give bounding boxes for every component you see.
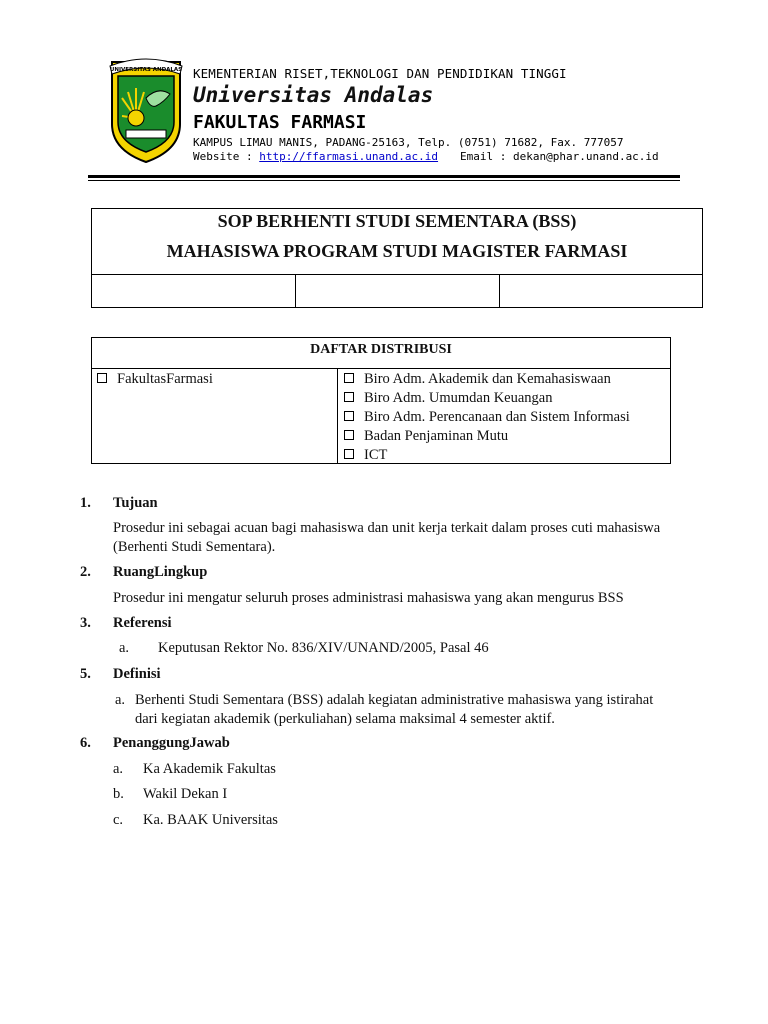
website-label: Website : (193, 150, 260, 163)
list-item: Berhenti Studi Sementara (BSS) adalah kegiatan administrative mahasiswa yang istirahat (135, 692, 654, 708)
distribution-item: Biro Adm. Umumdan Keuangan (344, 389, 630, 408)
section-number: 5. (80, 666, 91, 682)
email-text: Email : dekan@phar.unand.ac.id (460, 150, 659, 163)
list-letter: a. (115, 692, 126, 708)
section-title-referensi: Referensi (113, 615, 172, 631)
contact-line (193, 150, 659, 163)
section-title-definisi: Definisi (113, 666, 161, 682)
section-number: 6. (80, 735, 91, 751)
logo-wordmark: UNIVERSITAS ANDALAS (109, 67, 183, 73)
sop-title: SOP BERHENTI STUDI SEMENTARA (BSS) (217, 211, 577, 231)
section-number: 3. (80, 615, 91, 631)
header-divider-thick (88, 175, 680, 178)
section-text: Prosedur ini sebagai acuan bagi mahasiswa dan unit kerja terkait dalam proses cuti mahasiswa (113, 520, 661, 536)
distribution-item: Badan Penjaminan Mutu (344, 427, 630, 446)
distribution-heading: DAFTAR DISTRIBUSI (92, 338, 670, 369)
title-box-divider (92, 274, 702, 275)
list-letter: b. (113, 786, 124, 802)
checkbox-icon (344, 392, 354, 402)
section-text: (Berhenti Studi Sementara). (113, 539, 276, 555)
section-title-ruang-lingkup: RuangLingkup (113, 564, 208, 580)
distribution-item: FakultasFarmasi (97, 370, 213, 389)
distribution-item: Biro Adm. Perencanaan dan Sistem Informasi (344, 408, 630, 427)
university-name: Universitas Andalas (193, 83, 434, 107)
list-item-continued: dari kegiatan akademik (perkuliahan) selama maksimal 4 semester aktif. (135, 711, 555, 727)
website-link[interactable]: http://ffarmasi.unand.ac.id (259, 150, 439, 163)
distribution-column-divider (337, 369, 338, 463)
distribution-item: ICT (344, 446, 630, 465)
address-line: KAMPUS LIMAU MANIS, PADANG-25163, Telp. (0751) 71682, Fax. 777057 (193, 136, 624, 149)
section-text: Prosedur ini mengatur seluruh proses administrasi mahasiswa yang akan mengurus BSS (113, 590, 624, 606)
list-item: Keputusan Rektor No. 836/XIV/UNAND/2005, Pasal 46 (158, 640, 489, 656)
section-title-tujuan: Tujuan (113, 495, 158, 511)
university-logo (106, 58, 186, 164)
distribution-item: Biro Adm. Akademik dan Kemahasiswaan (344, 370, 630, 389)
list-item: Ka Akademik Fakultas (143, 761, 276, 777)
sop-subtitle: MAHASISWA PROGRAM STUDI MAGISTER FARMASI (166, 241, 628, 261)
section-number: 1. (80, 495, 91, 511)
checkbox-icon (344, 411, 354, 421)
header-divider-thin (88, 180, 680, 181)
distribution-right-list (344, 370, 630, 465)
distribution-table (91, 337, 671, 464)
title-box-cell-divider-1 (295, 274, 296, 307)
distribution-left-list (97, 370, 213, 389)
title-box-cell-divider-2 (499, 274, 500, 307)
list-item: Wakil Dekan I (143, 786, 228, 802)
list-item: Ka. BAAK Universitas (143, 812, 278, 828)
list-letter: a. (119, 640, 130, 656)
checkbox-icon (344, 373, 354, 383)
checkbox-icon (344, 449, 354, 459)
faculty-name: FAKULTAS FARMASI (193, 112, 367, 133)
checkbox-icon (344, 430, 354, 440)
list-letter: c. (113, 812, 124, 828)
sop-title-box (91, 208, 703, 308)
section-number: 2. (80, 564, 91, 580)
list-letter: a. (113, 761, 124, 777)
checkbox-icon (97, 373, 107, 383)
section-title-penanggung-jawab: PenanggungJawab (113, 735, 230, 751)
ministry-name: KEMENTERIAN RISET,TEKNOLOGI DAN PENDIDIKAN TINGGI (193, 66, 567, 81)
